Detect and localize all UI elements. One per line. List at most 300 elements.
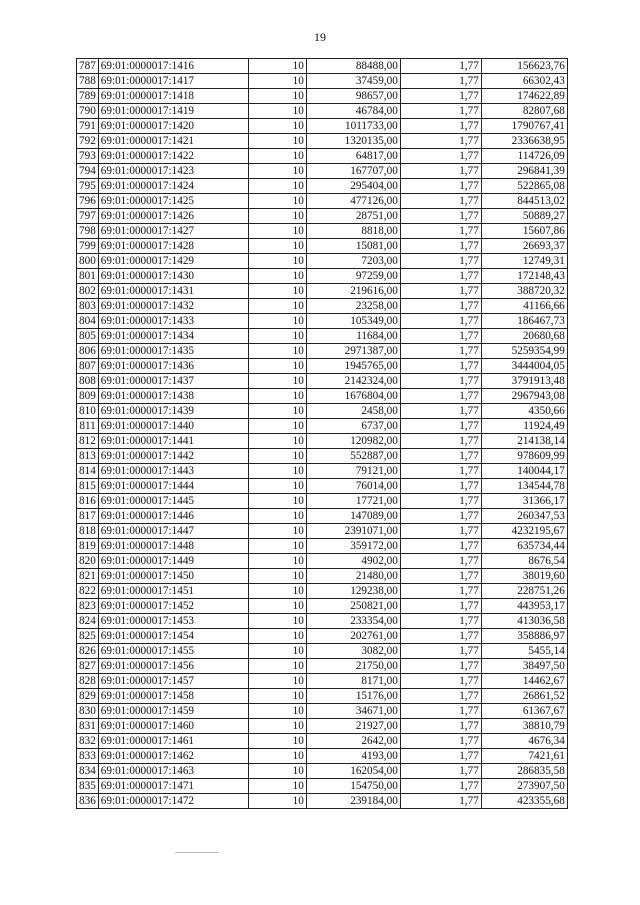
coefficient-cell: 1,77 bbox=[400, 329, 481, 344]
row-number-cell: 805 bbox=[77, 329, 99, 344]
table-row bbox=[77, 674, 568, 689]
amount-cell: 5455,14 bbox=[481, 644, 567, 659]
area-cell: 477126,00 bbox=[306, 194, 400, 209]
area-cell: 98657,00 bbox=[306, 89, 400, 104]
coefficient-cell: 1,77 bbox=[400, 104, 481, 119]
amount-cell: 186467,73 bbox=[481, 314, 567, 329]
row-number-cell: 798 bbox=[77, 224, 99, 239]
cadastral-number-cell: 69:01:0000017:1461 bbox=[98, 734, 248, 749]
coefficient-cell: 1,77 bbox=[400, 299, 481, 314]
coefficient-cell: 1,77 bbox=[400, 224, 481, 239]
table-row bbox=[77, 374, 568, 389]
area-cell: 2458,00 bbox=[306, 404, 400, 419]
rate-cell: 10 bbox=[248, 239, 306, 254]
row-number-cell: 826 bbox=[77, 644, 99, 659]
area-cell: 2142324,00 bbox=[306, 374, 400, 389]
rate-cell: 10 bbox=[248, 194, 306, 209]
coefficient-cell: 1,77 bbox=[400, 164, 481, 179]
row-number-cell: 809 bbox=[77, 389, 99, 404]
row-number-cell: 828 bbox=[77, 674, 99, 689]
rate-cell: 10 bbox=[248, 344, 306, 359]
coefficient-cell: 1,77 bbox=[400, 704, 481, 719]
row-number-cell: 815 bbox=[77, 479, 99, 494]
cadastral-number-cell: 69:01:0000017:1451 bbox=[98, 584, 248, 599]
cadastral-number-cell: 69:01:0000017:1420 bbox=[98, 119, 248, 134]
coefficient-cell: 1,77 bbox=[400, 749, 481, 764]
row-number-cell: 816 bbox=[77, 494, 99, 509]
area-cell: 37459,00 bbox=[306, 74, 400, 89]
table-row bbox=[77, 74, 568, 89]
row-number-cell: 818 bbox=[77, 524, 99, 539]
cadastral-number-cell: 69:01:0000017:1446 bbox=[98, 509, 248, 524]
row-number-cell: 804 bbox=[77, 314, 99, 329]
row-number-cell: 817 bbox=[77, 509, 99, 524]
rate-cell: 10 bbox=[248, 674, 306, 689]
amount-cell: 20680,68 bbox=[481, 329, 567, 344]
rate-cell: 10 bbox=[248, 269, 306, 284]
table-row bbox=[77, 179, 568, 194]
coefficient-cell: 1,77 bbox=[400, 674, 481, 689]
area-cell: 8818,00 bbox=[306, 224, 400, 239]
rate-cell: 10 bbox=[248, 209, 306, 224]
coefficient-cell: 1,77 bbox=[400, 584, 481, 599]
amount-cell: 11924,49 bbox=[481, 419, 567, 434]
amount-cell: 214138,14 bbox=[481, 434, 567, 449]
amount-cell: 413036,58 bbox=[481, 614, 567, 629]
amount-cell: 66302,43 bbox=[481, 74, 567, 89]
table-row bbox=[77, 104, 568, 119]
amount-cell: 844513,02 bbox=[481, 194, 567, 209]
table-row bbox=[77, 119, 568, 134]
cadastral-number-cell: 69:01:0000017:1453 bbox=[98, 614, 248, 629]
scan-mark bbox=[175, 852, 219, 853]
cadastral-number-cell: 69:01:0000017:1457 bbox=[98, 674, 248, 689]
cadastral-number-cell: 69:01:0000017:1430 bbox=[98, 269, 248, 284]
rate-cell: 10 bbox=[248, 464, 306, 479]
rate-cell: 10 bbox=[248, 599, 306, 614]
cadastral-number-cell: 69:01:0000017:1459 bbox=[98, 704, 248, 719]
cadastral-number-cell: 69:01:0000017:1432 bbox=[98, 299, 248, 314]
table-row bbox=[77, 614, 568, 629]
coefficient-cell: 1,77 bbox=[400, 59, 481, 74]
coefficient-cell: 1,77 bbox=[400, 689, 481, 704]
amount-cell: 140044,17 bbox=[481, 464, 567, 479]
row-number-cell: 812 bbox=[77, 434, 99, 449]
land-plots-table bbox=[76, 58, 568, 809]
cadastral-number-cell: 69:01:0000017:1454 bbox=[98, 629, 248, 644]
table-row bbox=[77, 194, 568, 209]
area-cell: 88488,00 bbox=[306, 59, 400, 74]
coefficient-cell: 1,77 bbox=[400, 464, 481, 479]
cadastral-number-cell: 69:01:0000017:1429 bbox=[98, 254, 248, 269]
row-number-cell: 791 bbox=[77, 119, 99, 134]
rate-cell: 10 bbox=[248, 134, 306, 149]
area-cell: 147089,00 bbox=[306, 509, 400, 524]
area-cell: 202761,00 bbox=[306, 629, 400, 644]
row-number-cell: 827 bbox=[77, 659, 99, 674]
row-number-cell: 803 bbox=[77, 299, 99, 314]
row-number-cell: 831 bbox=[77, 719, 99, 734]
rate-cell: 10 bbox=[248, 689, 306, 704]
cadastral-number-cell: 69:01:0000017:1456 bbox=[98, 659, 248, 674]
coefficient-cell: 1,77 bbox=[400, 644, 481, 659]
amount-cell: 8676,54 bbox=[481, 554, 567, 569]
coefficient-cell: 1,77 bbox=[400, 434, 481, 449]
rate-cell: 10 bbox=[248, 569, 306, 584]
amount-cell: 273907,50 bbox=[481, 779, 567, 794]
rate-cell: 10 bbox=[248, 59, 306, 74]
cadastral-number-cell: 69:01:0000017:1452 bbox=[98, 599, 248, 614]
rate-cell: 10 bbox=[248, 719, 306, 734]
amount-cell: 12749,31 bbox=[481, 254, 567, 269]
table-row bbox=[77, 554, 568, 569]
row-number-cell: 811 bbox=[77, 419, 99, 434]
page-number: 19 bbox=[314, 30, 326, 44]
amount-cell: 2336638,95 bbox=[481, 134, 567, 149]
area-cell: 129238,00 bbox=[306, 584, 400, 599]
table-row bbox=[77, 254, 568, 269]
table-row bbox=[77, 644, 568, 659]
rate-cell: 10 bbox=[248, 629, 306, 644]
row-number-cell: 819 bbox=[77, 539, 99, 554]
amount-cell: 4232195,67 bbox=[481, 524, 567, 539]
rate-cell: 10 bbox=[248, 494, 306, 509]
amount-cell: 286835,58 bbox=[481, 764, 567, 779]
cadastral-number-cell: 69:01:0000017:1437 bbox=[98, 374, 248, 389]
amount-cell: 978609,99 bbox=[481, 449, 567, 464]
coefficient-cell: 1,77 bbox=[400, 629, 481, 644]
rate-cell: 10 bbox=[248, 614, 306, 629]
area-cell: 233354,00 bbox=[306, 614, 400, 629]
rate-cell: 10 bbox=[248, 794, 306, 809]
rate-cell: 10 bbox=[248, 119, 306, 134]
cadastral-number-cell: 69:01:0000017:1462 bbox=[98, 749, 248, 764]
area-cell: 1320135,00 bbox=[306, 134, 400, 149]
table-row bbox=[77, 464, 568, 479]
rate-cell: 10 bbox=[248, 554, 306, 569]
cadastral-number-cell: 69:01:0000017:1416 bbox=[98, 59, 248, 74]
coefficient-cell: 1,77 bbox=[400, 179, 481, 194]
cadastral-number-cell: 69:01:0000017:1440 bbox=[98, 419, 248, 434]
cadastral-number-cell: 69:01:0000017:1434 bbox=[98, 329, 248, 344]
row-number-cell: 790 bbox=[77, 104, 99, 119]
table-row bbox=[77, 149, 568, 164]
rate-cell: 10 bbox=[248, 749, 306, 764]
area-cell: 21750,00 bbox=[306, 659, 400, 674]
table-row bbox=[77, 479, 568, 494]
cadastral-number-cell: 69:01:0000017:1455 bbox=[98, 644, 248, 659]
amount-cell: 4676,34 bbox=[481, 734, 567, 749]
coefficient-cell: 1,77 bbox=[400, 89, 481, 104]
coefficient-cell: 1,77 bbox=[400, 614, 481, 629]
area-cell: 154750,00 bbox=[306, 779, 400, 794]
table-row bbox=[77, 764, 568, 779]
row-number-cell: 806 bbox=[77, 344, 99, 359]
rate-cell: 10 bbox=[248, 509, 306, 524]
row-number-cell: 820 bbox=[77, 554, 99, 569]
amount-cell: 2967943,08 bbox=[481, 389, 567, 404]
cadastral-number-cell: 69:01:0000017:1419 bbox=[98, 104, 248, 119]
coefficient-cell: 1,77 bbox=[400, 554, 481, 569]
coefficient-cell: 1,77 bbox=[400, 209, 481, 224]
coefficient-cell: 1,77 bbox=[400, 254, 481, 269]
table-row bbox=[77, 434, 568, 449]
amount-cell: 635734,44 bbox=[481, 539, 567, 554]
area-cell: 4193,00 bbox=[306, 749, 400, 764]
area-cell: 8171,00 bbox=[306, 674, 400, 689]
cadastral-number-cell: 69:01:0000017:1421 bbox=[98, 134, 248, 149]
table-row bbox=[77, 224, 568, 239]
rate-cell: 10 bbox=[248, 389, 306, 404]
table-row bbox=[77, 719, 568, 734]
rate-cell: 10 bbox=[248, 104, 306, 119]
table-row bbox=[77, 449, 568, 464]
area-cell: 15176,00 bbox=[306, 689, 400, 704]
amount-cell: 172148,43 bbox=[481, 269, 567, 284]
table-row bbox=[77, 509, 568, 524]
amount-cell: 5259354,99 bbox=[481, 344, 567, 359]
cadastral-number-cell: 69:01:0000017:1450 bbox=[98, 569, 248, 584]
rate-cell: 10 bbox=[248, 164, 306, 179]
coefficient-cell: 1,77 bbox=[400, 539, 481, 554]
coefficient-cell: 1,77 bbox=[400, 359, 481, 374]
coefficient-cell: 1,77 bbox=[400, 419, 481, 434]
table-row bbox=[77, 539, 568, 554]
rate-cell: 10 bbox=[248, 254, 306, 269]
coefficient-cell: 1,77 bbox=[400, 569, 481, 584]
coefficient-cell: 1,77 bbox=[400, 509, 481, 524]
table-row bbox=[77, 404, 568, 419]
table-row bbox=[77, 314, 568, 329]
rate-cell: 10 bbox=[248, 434, 306, 449]
rate-cell: 10 bbox=[248, 584, 306, 599]
amount-cell: 38810,79 bbox=[481, 719, 567, 734]
row-number-cell: 822 bbox=[77, 584, 99, 599]
amount-cell: 522865,08 bbox=[481, 179, 567, 194]
cadastral-number-cell: 69:01:0000017:1471 bbox=[98, 779, 248, 794]
amount-cell: 3791913,48 bbox=[481, 374, 567, 389]
area-cell: 76014,00 bbox=[306, 479, 400, 494]
area-cell: 2971387,00 bbox=[306, 344, 400, 359]
cadastral-number-cell: 69:01:0000017:1436 bbox=[98, 359, 248, 374]
cadastral-number-cell: 69:01:0000017:1441 bbox=[98, 434, 248, 449]
amount-cell: 61367,67 bbox=[481, 704, 567, 719]
amount-cell: 26693,37 bbox=[481, 239, 567, 254]
coefficient-cell: 1,77 bbox=[400, 74, 481, 89]
table-row bbox=[77, 329, 568, 344]
cadastral-number-cell: 69:01:0000017:1433 bbox=[98, 314, 248, 329]
rate-cell: 10 bbox=[248, 284, 306, 299]
cadastral-number-cell: 69:01:0000017:1448 bbox=[98, 539, 248, 554]
row-number-cell: 821 bbox=[77, 569, 99, 584]
rate-cell: 10 bbox=[248, 524, 306, 539]
cadastral-number-cell: 69:01:0000017:1418 bbox=[98, 89, 248, 104]
table-row bbox=[77, 794, 568, 809]
area-cell: 162054,00 bbox=[306, 764, 400, 779]
coefficient-cell: 1,77 bbox=[400, 389, 481, 404]
table-body bbox=[77, 59, 568, 809]
amount-cell: 174622,89 bbox=[481, 89, 567, 104]
row-number-cell: 832 bbox=[77, 734, 99, 749]
area-cell: 4902,00 bbox=[306, 554, 400, 569]
area-cell: 105349,00 bbox=[306, 314, 400, 329]
rate-cell: 10 bbox=[248, 359, 306, 374]
coefficient-cell: 1,77 bbox=[400, 449, 481, 464]
amount-cell: 134544,78 bbox=[481, 479, 567, 494]
cadastral-number-cell: 69:01:0000017:1449 bbox=[98, 554, 248, 569]
amount-cell: 260347,53 bbox=[481, 509, 567, 524]
amount-cell: 41166,66 bbox=[481, 299, 567, 314]
amount-cell: 228751,26 bbox=[481, 584, 567, 599]
table-row bbox=[77, 389, 568, 404]
row-number-cell: 835 bbox=[77, 779, 99, 794]
cadastral-number-cell: 69:01:0000017:1439 bbox=[98, 404, 248, 419]
table-row bbox=[77, 134, 568, 149]
coefficient-cell: 1,77 bbox=[400, 719, 481, 734]
amount-cell: 14462,67 bbox=[481, 674, 567, 689]
cadastral-number-cell: 69:01:0000017:1425 bbox=[98, 194, 248, 209]
table-row bbox=[77, 749, 568, 764]
rate-cell: 10 bbox=[248, 299, 306, 314]
table-row bbox=[77, 209, 568, 224]
row-number-cell: 802 bbox=[77, 284, 99, 299]
rate-cell: 10 bbox=[248, 419, 306, 434]
area-cell: 11684,00 bbox=[306, 329, 400, 344]
table-row bbox=[77, 359, 568, 374]
row-number-cell: 810 bbox=[77, 404, 99, 419]
cadastral-number-cell: 69:01:0000017:1417 bbox=[98, 74, 248, 89]
amount-cell: 50889,27 bbox=[481, 209, 567, 224]
rate-cell: 10 bbox=[248, 734, 306, 749]
cadastral-number-cell: 69:01:0000017:1431 bbox=[98, 284, 248, 299]
amount-cell: 15607,86 bbox=[481, 224, 567, 239]
coefficient-cell: 1,77 bbox=[400, 479, 481, 494]
coefficient-cell: 1,77 bbox=[400, 194, 481, 209]
area-cell: 64817,00 bbox=[306, 149, 400, 164]
amount-cell: 31366,17 bbox=[481, 494, 567, 509]
row-number-cell: 801 bbox=[77, 269, 99, 284]
table-row bbox=[77, 524, 568, 539]
area-cell: 2391071,00 bbox=[306, 524, 400, 539]
cadastral-number-cell: 69:01:0000017:1422 bbox=[98, 149, 248, 164]
area-cell: 250821,00 bbox=[306, 599, 400, 614]
rate-cell: 10 bbox=[248, 449, 306, 464]
table-row bbox=[77, 284, 568, 299]
coefficient-cell: 1,77 bbox=[400, 494, 481, 509]
cadastral-number-cell: 69:01:0000017:1426 bbox=[98, 209, 248, 224]
coefficient-cell: 1,77 bbox=[400, 344, 481, 359]
amount-cell: 388720,32 bbox=[481, 284, 567, 299]
table-row bbox=[77, 569, 568, 584]
coefficient-cell: 1,77 bbox=[400, 524, 481, 539]
cadastral-number-cell: 69:01:0000017:1443 bbox=[98, 464, 248, 479]
amount-cell: 3444004,05 bbox=[481, 359, 567, 374]
cadastral-number-cell: 69:01:0000017:1447 bbox=[98, 524, 248, 539]
amount-cell: 38497,50 bbox=[481, 659, 567, 674]
table-row bbox=[77, 344, 568, 359]
coefficient-cell: 1,77 bbox=[400, 404, 481, 419]
cadastral-number-cell: 69:01:0000017:1445 bbox=[98, 494, 248, 509]
row-number-cell: 787 bbox=[77, 59, 99, 74]
row-number-cell: 797 bbox=[77, 209, 99, 224]
amount-cell: 358886,97 bbox=[481, 629, 567, 644]
rate-cell: 10 bbox=[248, 89, 306, 104]
coefficient-cell: 1,77 bbox=[400, 374, 481, 389]
cadastral-number-cell: 69:01:0000017:1423 bbox=[98, 164, 248, 179]
table-row bbox=[77, 89, 568, 104]
coefficient-cell: 1,77 bbox=[400, 134, 481, 149]
table-row bbox=[77, 704, 568, 719]
cadastral-number-cell: 69:01:0000017:1444 bbox=[98, 479, 248, 494]
cadastral-number-cell: 69:01:0000017:1463 bbox=[98, 764, 248, 779]
area-cell: 359172,00 bbox=[306, 539, 400, 554]
coefficient-cell: 1,77 bbox=[400, 734, 481, 749]
cadastral-number-cell: 69:01:0000017:1435 bbox=[98, 344, 248, 359]
area-cell: 167707,00 bbox=[306, 164, 400, 179]
row-number-cell: 793 bbox=[77, 149, 99, 164]
area-cell: 1011733,00 bbox=[306, 119, 400, 134]
row-number-cell: 823 bbox=[77, 599, 99, 614]
row-number-cell: 789 bbox=[77, 89, 99, 104]
amount-cell: 7421,61 bbox=[481, 749, 567, 764]
cadastral-number-cell: 69:01:0000017:1428 bbox=[98, 239, 248, 254]
table-row bbox=[77, 164, 568, 179]
rate-cell: 10 bbox=[248, 644, 306, 659]
rate-cell: 10 bbox=[248, 329, 306, 344]
coefficient-cell: 1,77 bbox=[400, 269, 481, 284]
amount-cell: 1790767,41 bbox=[481, 119, 567, 134]
row-number-cell: 799 bbox=[77, 239, 99, 254]
coefficient-cell: 1,77 bbox=[400, 794, 481, 809]
row-number-cell: 834 bbox=[77, 764, 99, 779]
row-number-cell: 807 bbox=[77, 359, 99, 374]
amount-cell: 114726,09 bbox=[481, 149, 567, 164]
table-row bbox=[77, 269, 568, 284]
table-row bbox=[77, 419, 568, 434]
area-cell: 219616,00 bbox=[306, 284, 400, 299]
row-number-cell: 825 bbox=[77, 629, 99, 644]
amount-cell: 4350,66 bbox=[481, 404, 567, 419]
row-number-cell: 830 bbox=[77, 704, 99, 719]
row-number-cell: 824 bbox=[77, 614, 99, 629]
table-row bbox=[77, 299, 568, 314]
coefficient-cell: 1,77 bbox=[400, 659, 481, 674]
cadastral-number-cell: 69:01:0000017:1427 bbox=[98, 224, 248, 239]
area-cell: 6737,00 bbox=[306, 419, 400, 434]
row-number-cell: 813 bbox=[77, 449, 99, 464]
area-cell: 3082,00 bbox=[306, 644, 400, 659]
coefficient-cell: 1,77 bbox=[400, 149, 481, 164]
table-row bbox=[77, 59, 568, 74]
table-row bbox=[77, 599, 568, 614]
cadastral-number-cell: 69:01:0000017:1438 bbox=[98, 389, 248, 404]
area-cell: 239184,00 bbox=[306, 794, 400, 809]
coefficient-cell: 1,77 bbox=[400, 764, 481, 779]
row-number-cell: 792 bbox=[77, 134, 99, 149]
row-number-cell: 836 bbox=[77, 794, 99, 809]
area-cell: 120982,00 bbox=[306, 434, 400, 449]
area-cell: 23258,00 bbox=[306, 299, 400, 314]
rate-cell: 10 bbox=[248, 704, 306, 719]
rate-cell: 10 bbox=[248, 74, 306, 89]
rate-cell: 10 bbox=[248, 539, 306, 554]
area-cell: 97259,00 bbox=[306, 269, 400, 284]
row-number-cell: 794 bbox=[77, 164, 99, 179]
table-row bbox=[77, 494, 568, 509]
rate-cell: 10 bbox=[248, 374, 306, 389]
rate-cell: 10 bbox=[248, 179, 306, 194]
area-cell: 7203,00 bbox=[306, 254, 400, 269]
